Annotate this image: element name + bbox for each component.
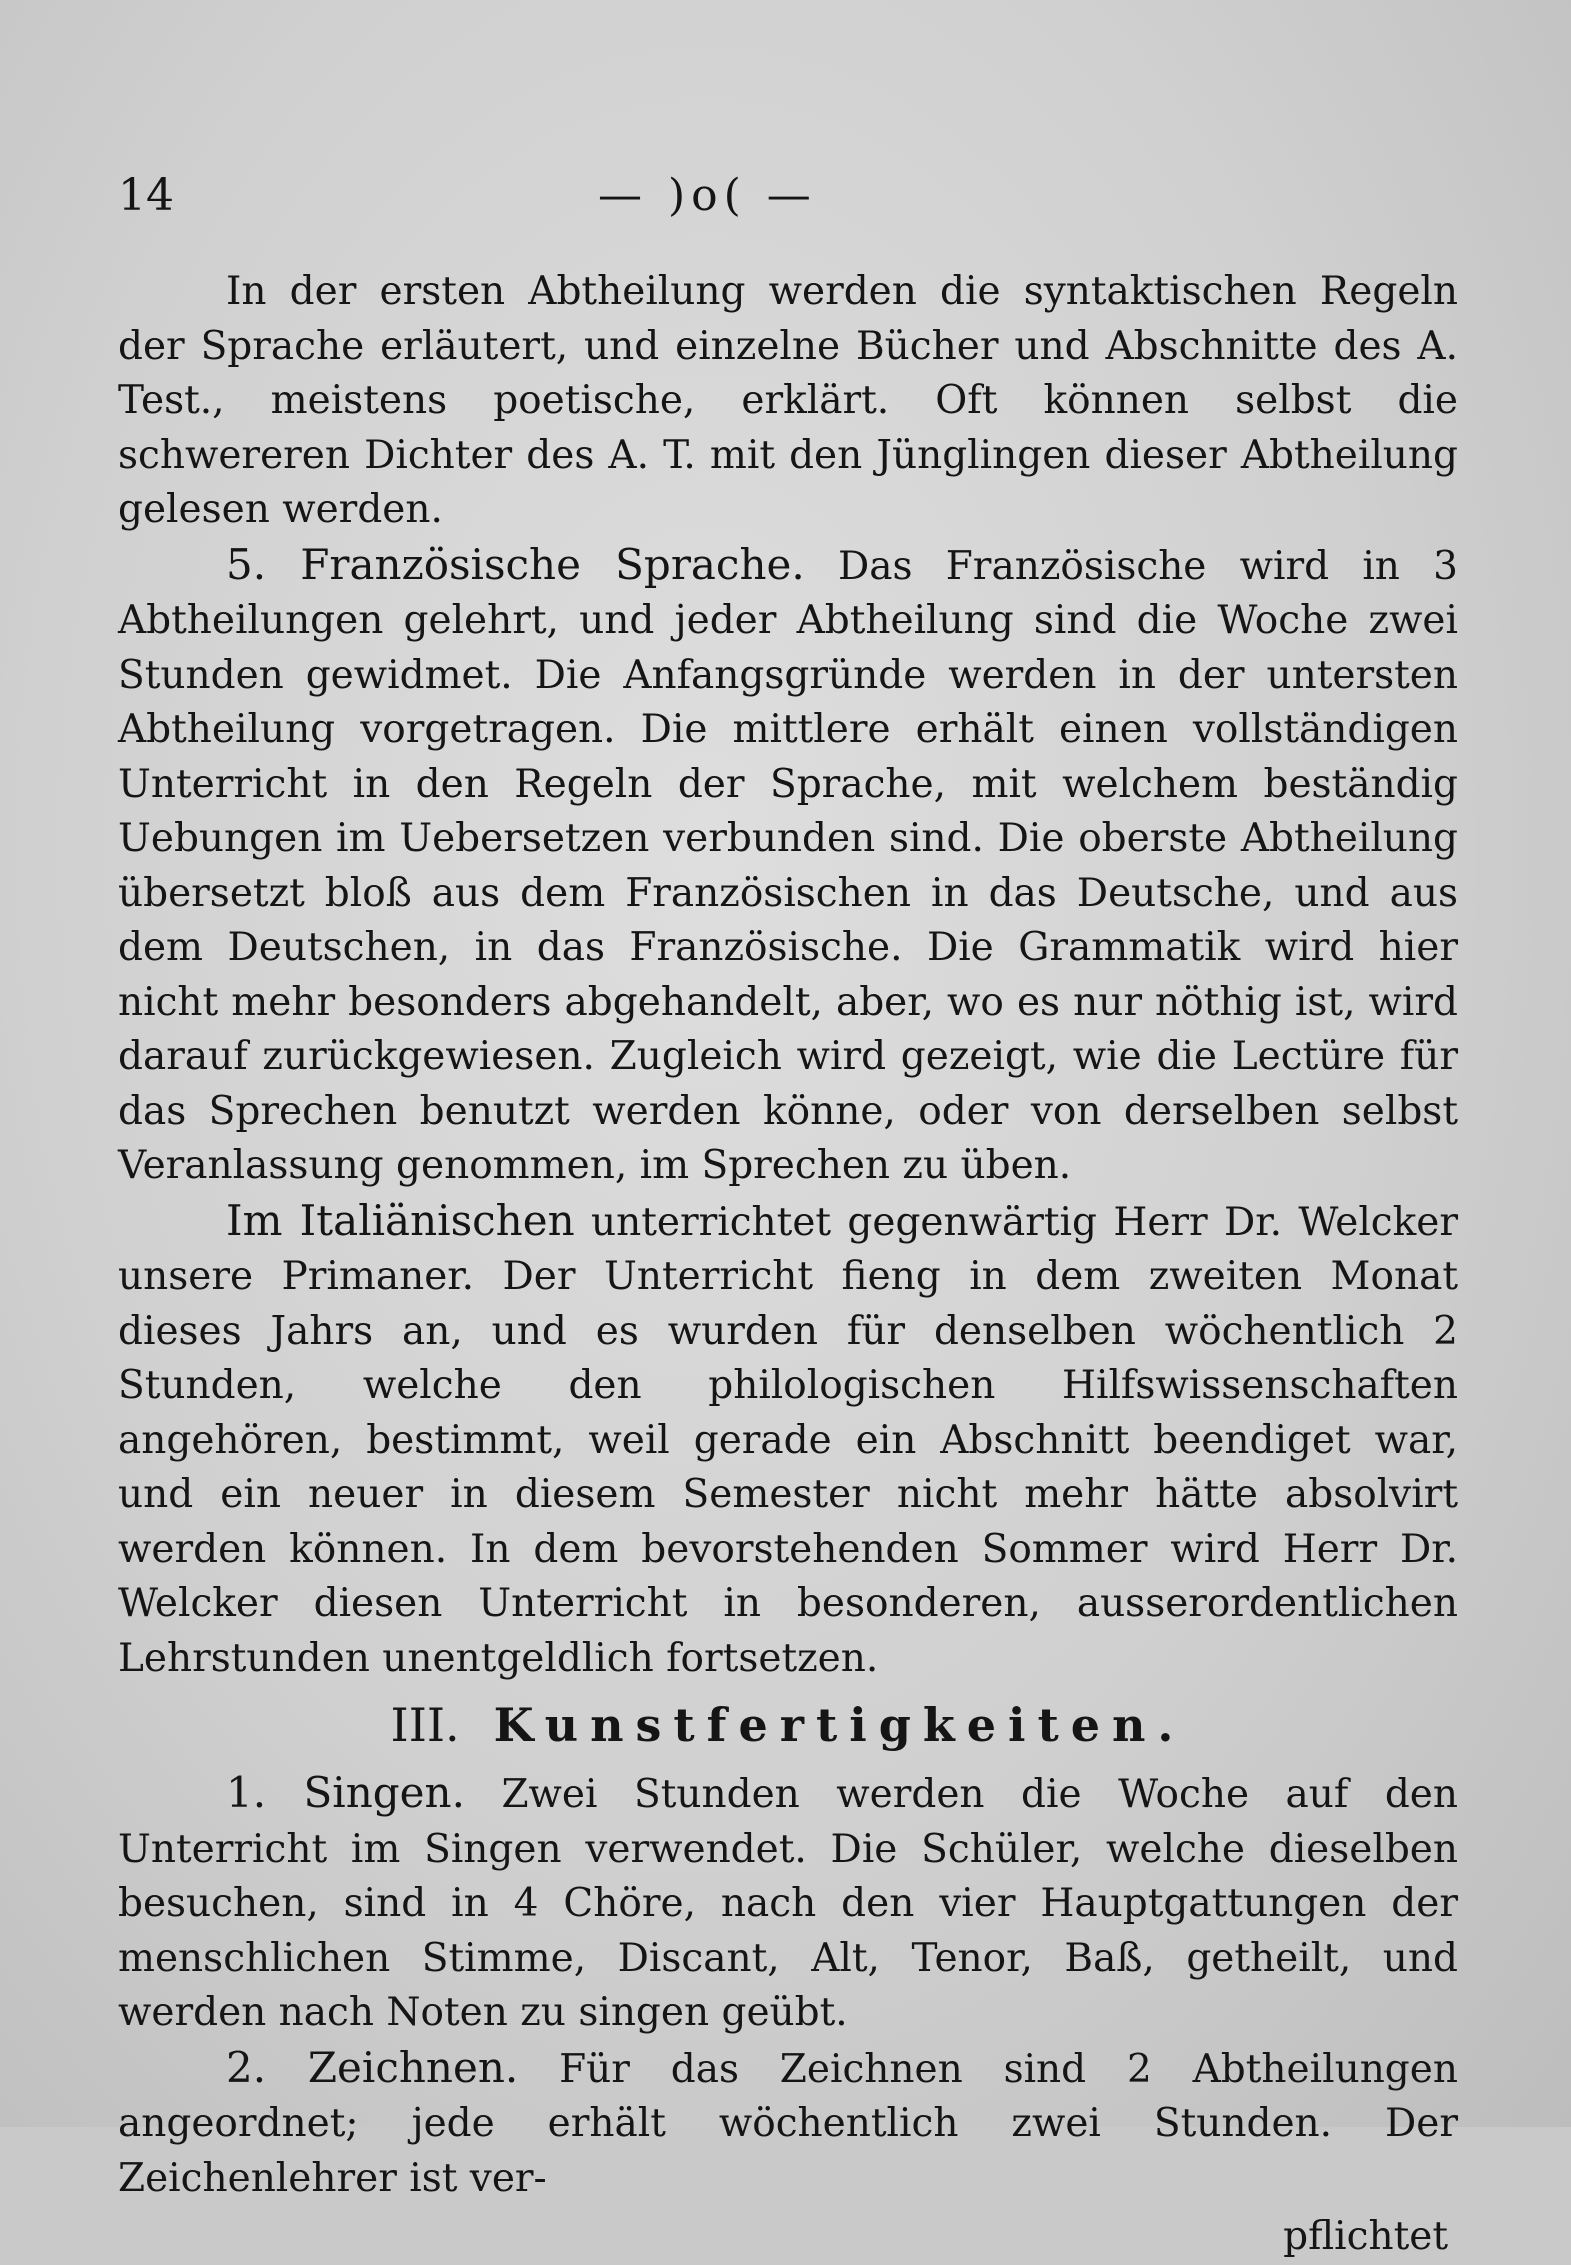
paragraph-italian-text: unterrichtet gegenwärtig Herr Dr. Welcker unsere Primaner. Der Unterricht fieng in dem zweiten Monat dieses Jahrs an, und es wurden für denselben wöchentlich 2 Stunden, welche den philologischen Hilfswissenschaften angehören, bestimmt, weil gerade ein Abschnitt beendiget war, und ein neuer in diesem Semester nicht mehr hätte absolvirt werden können. In dem bevorstehenden Sommer wird Herr Dr. Welcker diesen Unterricht in besonderen, ausserordentlichen Lehrstunden unentgeldlich fortsetzen.: [118, 1199, 1459, 1681]
body-text: [118, 265, 1458, 2265]
label-singing: 1. Singen.: [226, 1768, 465, 1817]
paragraph-singing-text: Zwei Stunden werden die Woche auf den Unterricht im Singen verwendet. Die Schüler, welche dieselben besuchen, sind in 4 Chöre, nach den vier Hauptgattungen der menschlichen Stimme, Discant, Alt, Tenor, Baß, getheilt, und werden nach Noten zu singen geübt.: [118, 1772, 1459, 2035]
paragraph-italian: [118, 1194, 1458, 1687]
label-french: 5. Französische Sprache.: [226, 539, 805, 589]
paragraph-french-text: Das Französische wird in 3 Abtheilungen gelehrt, und jeder Abtheilung sind die Woche zwei Stunden gewidmet. Die Anfangsgründe werden in der untersten Abtheilung vorgetragen. Die mittlere erhält einen vollständigen Unterricht in den Regeln der Sprache, mit welchem beständig Uebungen im Uebersetzen verbunden sind. Die oberste Abtheilung übersetzt bloß aus dem Französischen in das Deutsche, und aus dem Deutschen, in das Französische. Die Grammatik wird hier nicht mehr besonders abgehandelt, aber, wo es nur nöthig ist, wird darauf zurückgewiesen. Zugleich wird gezeigt, wie die Lectüre für das Sprechen benutzt werden könne, oder von derselben selbst Veranlassung genommen, im Sprechen zu üben.: [118, 543, 1458, 1188]
paragraph-drawing: [118, 2041, 1458, 2207]
section-numeral: III.: [390, 1698, 460, 1752]
section-title: Kunstfertigkeiten.: [493, 1698, 1186, 1752]
label-drawing: 2. Zeichnen.: [226, 2042, 519, 2092]
label-italian: Im Italiänischen: [226, 1195, 575, 1245]
catchword: pflichtet: [1283, 2214, 1448, 2259]
paragraph-singing: [118, 1766, 1458, 2041]
paragraph-french: [118, 538, 1458, 1194]
page-number: 14: [118, 170, 174, 221]
running-head: [118, 170, 1481, 230]
section-heading: [118, 1694, 1458, 1756]
header-ornament: — )o( —: [598, 170, 817, 221]
paragraph-hebrew-syntax: In der ersten Abtheilung werden die syntaktischen Regeln der Sprache erläutert, und einzelne Bücher und Abschnitte des A. Test., meistens poetische, erklärt. Oft können selbst die schwereren Dichter des A. T. mit den Jünglingen dieser Abtheilung gelesen werden.: [118, 269, 1458, 532]
paragraph-drawing-text: Für das Zeichnen sind 2 Abtheilungen angeordnet; jede erhält wöchentlich zwei Stunden. Der Zeichenlehrer ist ver-: [118, 2046, 1458, 2201]
